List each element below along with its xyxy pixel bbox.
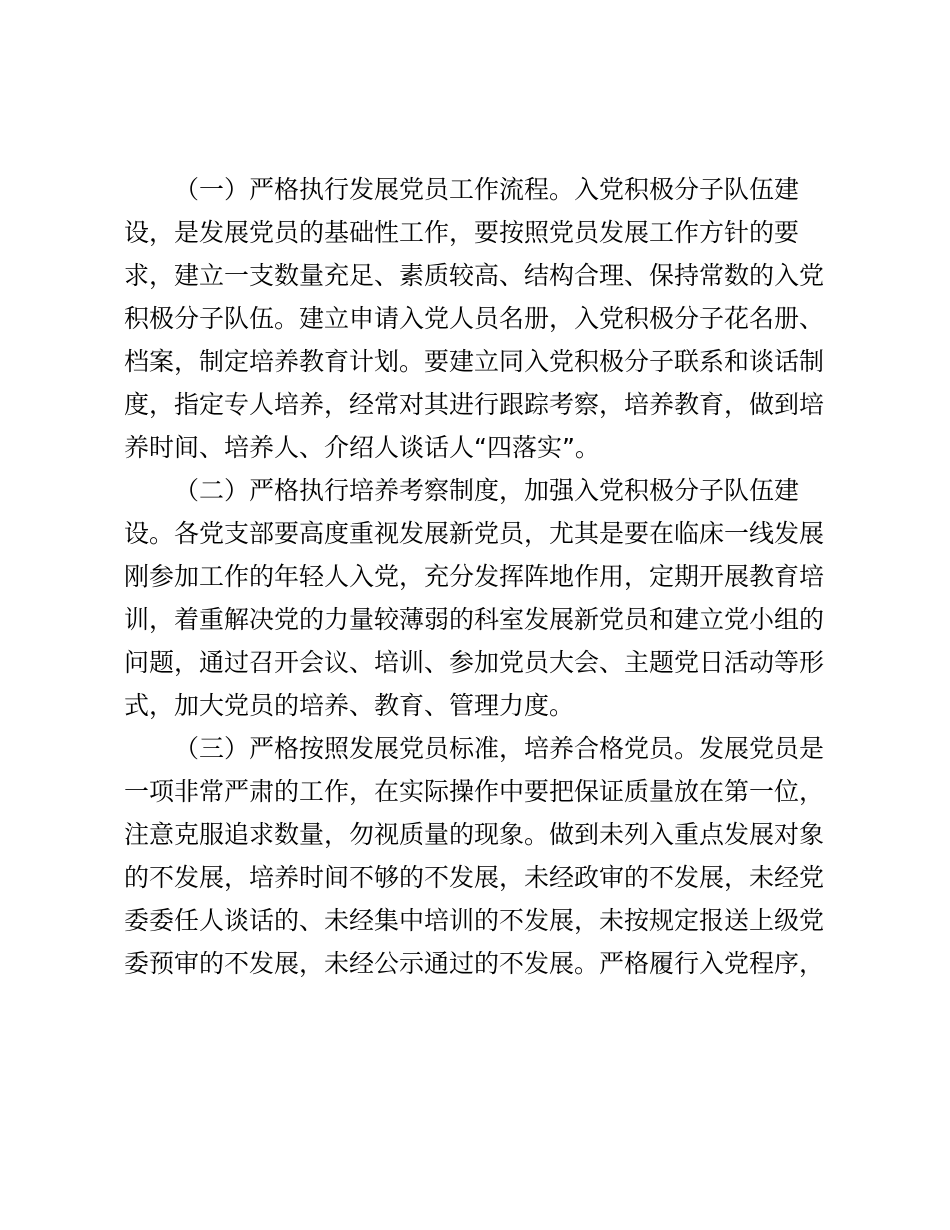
text-line: 度，指定专人培养，经常对其进行跟踪考察，培养教育，做到培 bbox=[124, 390, 825, 419]
text-line: 积极分子队伍。建立申请入党人员名册，入党积极分子花名册、 bbox=[124, 304, 825, 333]
text-line: 刚参加工作的年轻人入党，充分发挥阵地作用，定期开展教育培 bbox=[124, 562, 825, 591]
text-line: （三）严格按照发展党员标准，培养合格党员。发展党员是 bbox=[174, 734, 825, 763]
text-line: 养时间、培养人、介绍人谈话人“四落实”。 bbox=[124, 433, 600, 462]
text-line: 问题，通过召开会议、培训、参加党员大会、主题党日活动等形 bbox=[124, 648, 825, 677]
text-line: 训，着重解决党的力量较薄弱的科室发展新党员和建立党小组的 bbox=[124, 605, 825, 634]
text-line: 委预审的不发展，未经公示通过的不发展。严格履行入党程序， bbox=[124, 949, 825, 978]
text-line: 设，是发展党员的基础性工作，要按照党员发展工作方针的要 bbox=[124, 218, 800, 247]
text-line: 求，建立一支数量充足、素质较高、结构合理、保持常数的入党 bbox=[124, 261, 825, 290]
text-line: 式，加大党员的培养、教育、管理力度。 bbox=[124, 691, 575, 720]
text-line: 注意克服追求数量，勿视质量的现象。做到未列入重点发展对象 bbox=[124, 820, 825, 849]
text-line: 设。各党支部要高度重视发展新党员，尤其是要在临床一线发展 bbox=[124, 519, 825, 548]
text-line: （二）严格执行培养考察制度，加强入党积极分子队伍建 bbox=[174, 476, 800, 505]
document-body bbox=[124, 168, 824, 985]
text-line: 的不发展，培养时间不够的不发展，未经政审的不发展，未经党 bbox=[124, 863, 825, 892]
paragraph-1 bbox=[124, 168, 824, 469]
text-line: （一）严格执行发展党员工作流程。入党积极分子队伍建 bbox=[174, 175, 800, 204]
text-line: 一项非常严肃的工作，在实际操作中要把保证质量放在第一位， bbox=[124, 777, 825, 806]
text-line: 档案，制定培养教育计划。要建立同入党积极分子联系和谈话制 bbox=[124, 347, 825, 376]
text-line: 委委任人谈话的、未经集中培训的不发展，未按规定报送上级党 bbox=[124, 906, 825, 935]
paragraph-2 bbox=[124, 469, 824, 727]
paragraph-3 bbox=[124, 727, 824, 985]
